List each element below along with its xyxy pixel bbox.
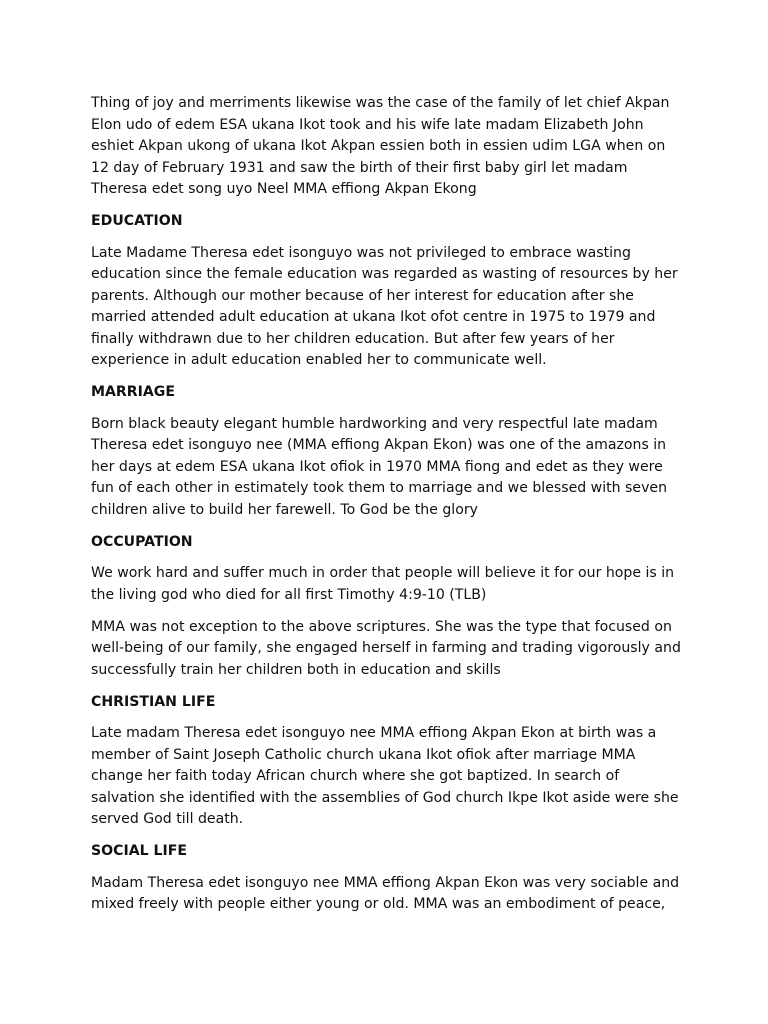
heading-christian-life: CHRISTIAN LIFE <box>91 693 216 710</box>
intro-paragraph: Thing of joy and merriments likewise was the case of the family of let chief Akpan Elon udo of edem ESA ukana Ikot took and his wife late madam Elizabeth John eshiet Akpan ukong of ukana Ikot Akpan essien both in essien udim LGA when on 12 day of February 1931 and saw the birth of their first baby girl let madam Theresa edet song uyo Neel MMA effiong Akpan Ekong <box>91 95 670 197</box>
document-page <box>91 93 683 926</box>
occupation-paragraph-2: MMA was not exception to the above scriptures. She was the type that focused on well-being of our family, she engaged herself in farming and trading vigorously and successfully train her children both in education and skills <box>91 618 681 678</box>
heading-social-life: SOCIAL LIFE <box>91 843 187 859</box>
social-life-paragraph: Madam Theresa edet isonguyo nee MMA effiong Akpan Ekon was very sociable and mixed freely with people either young or old. MMA was an embodiment of peace, <box>91 874 680 912</box>
education-paragraph: Late Madame Theresa edet isonguyo was not privileged to embrace wasting education since the female education was regarded as wasting of resources by her parents. Although our mother because of her interest for education after she married attended adult education at ukana Ikot ofot centre in 1975 to 1979 and finally withdrawn due to her children education. But after few years of her experience in adult education enabled her to communicate well. <box>91 244 678 368</box>
marriage-paragraph: Born black beauty elegant humble hardworking and very respectful late madam Theresa edet isonguyo nee (MMA effiong Akpan Ekon) was one of the amazons in her days at edem ESA ukana Ikot ofiok in 1970 MMA fiong and edet as they were fun of each other in estimately took them to marriage and we blessed with seven children alive to build her farewell. To God be the glory <box>91 415 668 518</box>
heading-occupation: OCCUPATION <box>91 533 193 550</box>
heading-marriage: MARRIAGE <box>91 384 175 400</box>
occupation-paragraph-1: We work hard and suffer much in order that people will believe it for our hope is in the living god who died for all first Timothy 4:9-10 (TLB) <box>91 565 675 603</box>
heading-education: EDUCATION <box>91 213 183 229</box>
christian-life-paragraph: Late madam Theresa edet isonguyo nee MMA effiong Akpan Ekon at birth was a member of Saint Joseph Catholic church ukana Ikot ofiok after marriage MMA change her faith today African church where she got baptized. In search of salvation she identified with the assemblies of God church Ikpe Ikot aside were she served God till death. <box>91 725 679 827</box>
